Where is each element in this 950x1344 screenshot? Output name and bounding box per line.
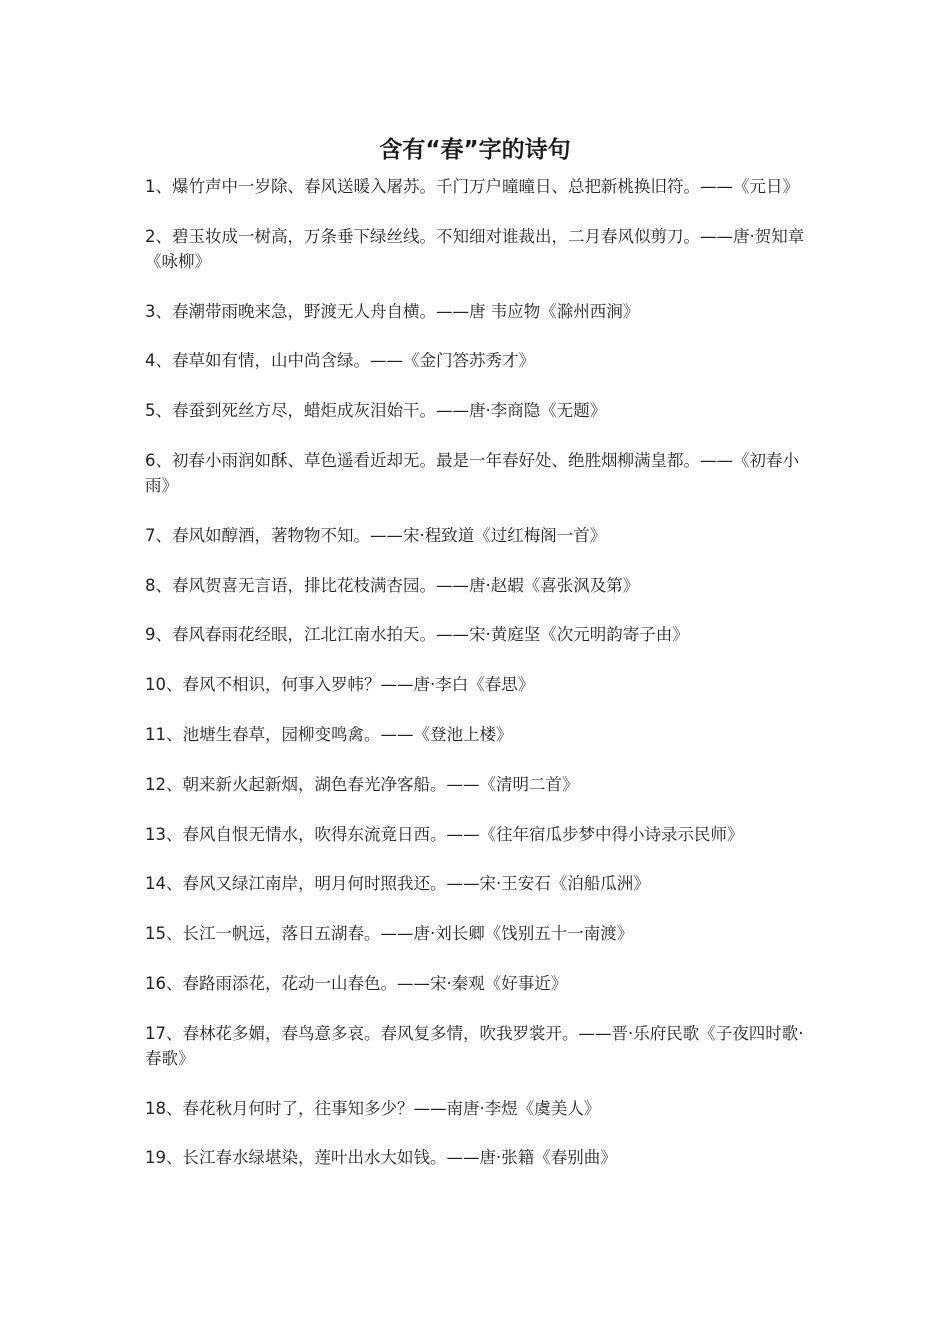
poem-line: 13、春风自恨无情水，吹得东流竟日西。——《往年宿瓜步梦中得小诗录示民师》	[145, 824, 744, 844]
poem-line: 9、春风春雨花经眼，江北江南水拍天。——宋·黄庭坚《次元明韵寄子由》	[145, 625, 689, 645]
poem-line: 15、长江一帆远，落日五湖春。——唐·刘长卿《饯别五十一南渡》	[145, 924, 634, 944]
poem-line: 19、长江春水绿堪染，莲叶出水大如钱。——唐·张籍《春别曲》	[145, 1148, 617, 1168]
document-title: 含有“春”字的诗句	[379, 137, 571, 163]
poem-line: 6、初春小雨润如酥、草色遥看近却无。最是一年春好处、绝胜烟柳满皇都。——《初春小雨》	[145, 450, 799, 495]
poem-line: 12、朝来新火起新烟，湖色春光净客船。——《清明二首》	[145, 774, 579, 794]
poem-line: 10、春风不相识，何事入罗帏？——唐·李白《春思》	[145, 675, 535, 695]
poem-line: 8、春风贺喜无言语，排比花枝满杏园。——唐·赵嘏《喜张沨及第》	[145, 575, 640, 595]
poem-line: 18、春花秋月何时了，往事知多少？——南唐·李煜《虞美人》	[145, 1098, 601, 1118]
poem-line: 1、爆竹声中一岁除、春风送暖入屠苏。千门万户曈曈日、总把新桃换旧符。——《元日》	[145, 177, 799, 196]
poem-line: 17、春林花多媚，春鸟意多哀。春风复多情，吹我罗裳开。——晋·乐府民歌《子夜四时歌·春歌》	[145, 1023, 804, 1068]
poem-line: 3、春潮带雨晚来急，野渡无人舟自横。——唐 韦应物《滁州西涧》	[145, 301, 640, 321]
poem-line: 11、池塘生春草，园柳变鸣禽。——《登池上楼》	[145, 724, 513, 744]
poem-line: 7、春风如醇酒，著物物不知。——宋·程致道《过红梅阁一首》	[145, 525, 607, 545]
poem-line: 16、春路雨添花，花动一山春色。——宋·秦观《好事近》	[145, 973, 568, 993]
poem-line: 2、碧玉妆成一树高，万条垂下绿丝线。不知细对谁裁出，二月春风似剪刀。——唐·贺知章《咏柳》	[145, 226, 805, 271]
poem-line: 4、春草如有情，山中尚含绿。——《金门答苏秀才》	[145, 351, 535, 371]
poem-list	[145, 174, 810, 1195]
poem-line: 5、春蚕到死丝方尽，蜡炬成灰泪始干。——唐·李商隐《无题》	[145, 401, 607, 421]
poem-line: 14、春风又绿江南岸，明月何时照我还。——宋·王安石《泊船瓜洲》	[145, 874, 650, 894]
